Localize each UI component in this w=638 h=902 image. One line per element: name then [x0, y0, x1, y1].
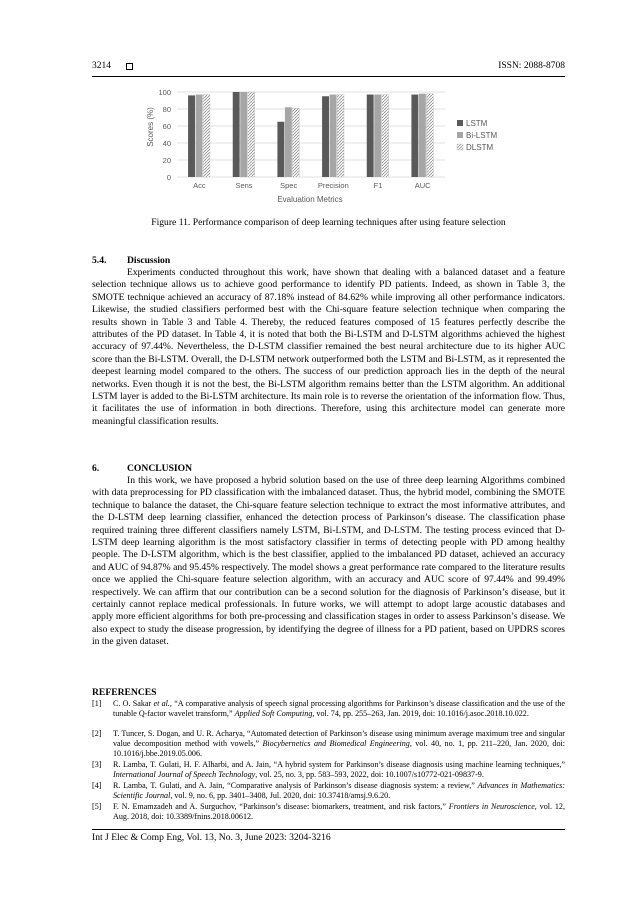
- chart-bar-dlstm: [426, 94, 433, 177]
- chart-bar-lstm: [411, 95, 418, 177]
- chart-bar-lstm: [188, 95, 195, 177]
- chart-bars: [188, 92, 433, 190]
- reference-number: [4]: [92, 781, 102, 790]
- discussion-paragraph: Experiments conducted throughout this work, have shown that dealing with a balanced dataset and a feature selection technique allows us to achieve good performance to identify PD patients. Indeed, as shown in Table 3, the SMOTE technique achieved an accuracy of 87.18% instead of 84.62% while improving all other performance indicators. Likewise, the studied classifiers performed best with the Chi-square feature selection technique when comparing the results shown in Table 3 and Table 4. Thereby, the reduced features composed of 15 features perfectly describe the attributes of the PD dataset. In Table 4, it is noted that both the Bi-LSTM and D-LSTM algorithms achieved the highest accuracy of 97.44%. Nevertheless, the D-LSTM classifier remained the best neural architecture due to its higher AUC score than the Bi-LSTM. Overall, the D-LSTM network outperformed both the LSTM and Bi-LSTM, as it represented the deepest learning model compared to the others. The success of our prediction approach lies in the depth of the neural networks. Even though it is not the best, the Bi-LSTM algorithm remains better than the LSTM algorithm. An additional LSTM layer is added to the Bi-LSTM architecture. Its main role is to reverse the orientation of the information flow. Thus, it facilitates the use of information in both directions. Therefore, using this architecture model can generate more meaningful classification results.: [92, 267, 565, 427]
- chart-bar-lstm: [233, 92, 240, 177]
- reference-item: [92, 760, 565, 780]
- chart-bar-bi-lstm: [196, 95, 203, 177]
- legend-label: Bi-LSTM: [466, 131, 498, 140]
- reference-text: C. O. Sakar et al., “A comparative analysis of speech signal processing algorithms for Parkinson’s disease classification and the use of the tunable Q-factor wavelet transform,” Applied Soft Computing, vol. 74, pp. 255–263, Jan. 2019, doi: 10.1016/j.asoc.2018.10.022.: [113, 699, 565, 719]
- references-heading: REFERENCES: [92, 687, 157, 698]
- reference-text: T. Tuncer, S. Dogan, and U. R. Acharya, “Automated detection of Parkinson’s disease using minimum average maximum tree and singular value decomposition method with vowels,” Biocybernetics and Biomedical Engineering, vol. 40, no. 1, pp. 211–220, Jan. 2020, doi: 10.1016/j.bbe.2019.05.006.: [113, 729, 565, 759]
- legend-label: LSTM: [466, 119, 488, 128]
- chart-x-tick-label: Precision: [317, 181, 349, 190]
- discussion-number: 5.4.: [92, 255, 107, 266]
- reference-item: [92, 729, 565, 760]
- reference-number: [3]: [92, 760, 102, 769]
- conclusion-heading: [92, 463, 192, 474]
- header-rule: [92, 76, 565, 77]
- reference-number: [2]: [92, 729, 102, 738]
- legend-swatch: [457, 120, 463, 126]
- page-number: 3214: [92, 61, 111, 71]
- chart-y-axis-label: Scores (%): [146, 107, 155, 147]
- chart-y-tick-label: 0: [166, 173, 171, 182]
- chart-bar-dlstm: [292, 108, 299, 177]
- reference-text: F. N. Emamzadeh and A. Surguchov, “Parkinson’s disease: biomarkers, treatment, and risk factors,” Frontiers in Neuroscience, vol. 12, Aug. 2018, doi: 10.3389/fnins.2018.00612.: [113, 802, 565, 822]
- chart-x-tick-label: Sens: [235, 181, 253, 190]
- chart-bar-dlstm: [203, 95, 210, 177]
- reference-number: [5]: [92, 802, 102, 811]
- chart-y-tick-label: 60: [162, 122, 171, 131]
- reference-item: [92, 802, 565, 822]
- reference-text: R. Lamba, T. Gulati, H. F. Alharbi, and A. Jain, “A hybrid system for Parkinson’s disease diagnosis using machine learning techniques,” International Journal of Speech Technology, vol. 25, no. 3, pp. 583–593, 2022, doi: 10.1007/s10772-021-09837-9.: [113, 760, 565, 780]
- issn: ISSN: 2088-8708: [498, 61, 565, 71]
- conclusion-number: 6.: [92, 463, 100, 474]
- chart-legend: [457, 119, 497, 152]
- reference-item: [92, 699, 565, 719]
- page-header: [92, 61, 565, 75]
- chart-bar-dlstm: [248, 92, 255, 177]
- legend-swatch: [457, 144, 463, 150]
- reference-number: [1]: [92, 699, 102, 708]
- chart-x-tick-label: AUC: [414, 181, 431, 190]
- conclusion-title: CONCLUSION: [127, 463, 193, 474]
- chart-bar-lstm: [277, 122, 284, 177]
- chart-x-tick-label: F1: [373, 181, 383, 190]
- chart-x-axis-label: Evaluation Metrics: [277, 195, 343, 204]
- discussion-heading: [92, 255, 170, 266]
- chart-bar-bi-lstm: [330, 95, 337, 177]
- legend-label: DLSTM: [466, 143, 494, 152]
- conclusion-paragraph: In this work, we have proposed a hybrid solution based on the use of three deep learning Algorithms combined with data preprocessing for PD classification with the imbalanced dataset. Thus, the hybrid model, combining the SMOTE technique to balance the dataset, the Chi-square feature selection technique to extract the most informative attributes, and the D-LSTM deep learning classifier, enhanced the detection process of Parkinson’s disease. The classification phase required training three different classifiers namely LSTM, Bi-LSTM, and D-LSTM. The testing process evinced that D-LSTM deep learning algorithm is the most satisfactory classifier in terms of detecting people with PD among healthy people. The D-LSTM algorithm, which is the best classifier, applied to the imbalanced PD dataset, achieved an accuracy and AUC of 94.87% and 95.45% respectively. The model shows a great performance rate compared to the literature results once we applied the Chi-square feature selection algorithm, with an accuracy and AUC score of 97.44% and 99.49% respectively. We can affirm that our contribution can be a second solution for the diagnosis of Parkinson’s disease, but it certainly cannot replace medical professionals. In future works, we will attempt to adopt large acoustic databases and apply more efficient algorithms for both pre-processing and classification stages in order to assess Parkinson’s disease. We also expect to study the disease progression, by identifying the degree of illness for a PD patient, based on UPDRS scores in the given dataset.: [92, 475, 565, 648]
- discussion-title: Discussion: [127, 255, 171, 266]
- reference-item: [92, 781, 565, 801]
- chart-bar-lstm: [367, 95, 374, 177]
- chart-bar-lstm: [322, 96, 329, 177]
- chart-bar-bi-lstm: [374, 95, 381, 177]
- page-footer: Int J Elec & Comp Eng, Vol. 13, No. 3, June 2023: 3204-3216: [92, 832, 331, 843]
- chart-bar-bi-lstm: [419, 94, 426, 177]
- chart-y-tick-label: 40: [162, 139, 171, 148]
- figure-caption: Figure 11. Performance comparison of deep learning techniques after using feature selection: [151, 217, 506, 228]
- chart-y-tick-label: 20: [162, 156, 171, 165]
- chart-bar-dlstm: [337, 95, 344, 177]
- footer-rule: [92, 829, 565, 830]
- square-icon: [126, 63, 133, 70]
- reference-text: R. Lamba, T. Gulati, and A. Jain, “Comparative analysis of Parkinson’s disease diagnosis system: a review,” Advances in Mathematics: Scientific Journal, vol. 9, no. 6, pp. 3401–3408, Jul. 2020, doi: 10.37418/amsj.9.6.20.: [113, 781, 566, 801]
- chart-x-tick-label: Spec: [280, 181, 298, 190]
- chart-bar-bi-lstm: [240, 92, 247, 177]
- performance-bar-chart: [135, 80, 525, 208]
- chart-y-tick-label: 80: [162, 105, 171, 114]
- chart-bar-dlstm: [382, 95, 389, 177]
- chart-y-tick-label: 100: [158, 88, 171, 97]
- legend-swatch: [457, 132, 463, 138]
- chart-x-tick-label: Acc: [193, 181, 206, 190]
- chart-bar-bi-lstm: [285, 107, 292, 177]
